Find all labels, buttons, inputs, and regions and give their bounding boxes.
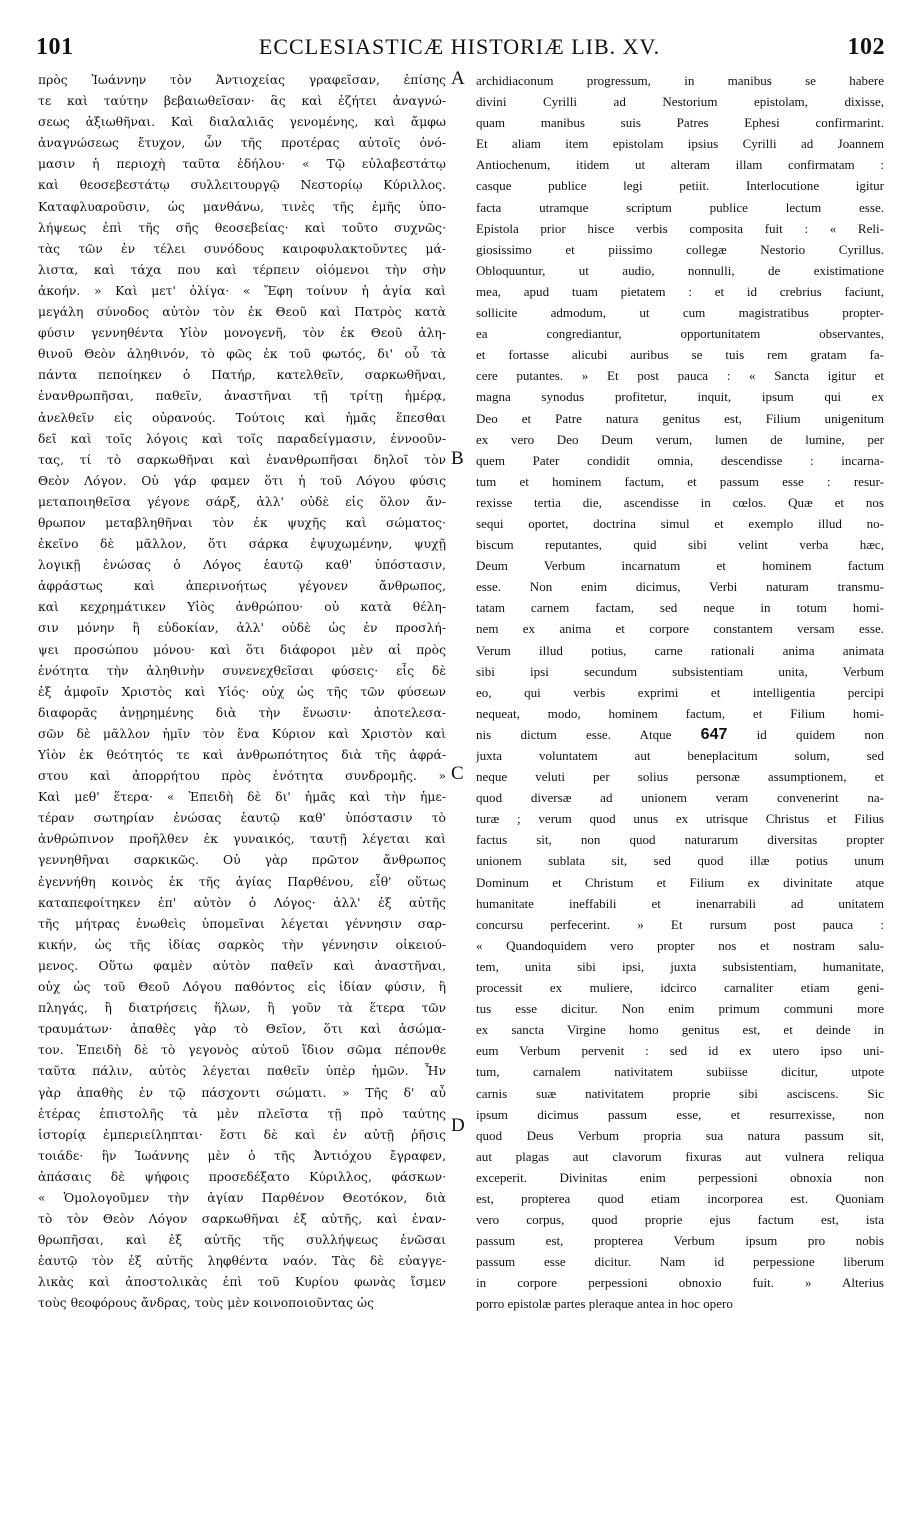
greek-text-line: Θεὸν Λόγον. Οὐ γάρ φαμεν ὅτι ἡ τοῦ Λόγου φύσις	[38, 473, 446, 488]
latin-text-line: Verum illud potius, carne rationali anima animata	[476, 642, 884, 658]
latin-text-line: passum est, propterea Verbum ipsum pro nobis	[476, 1233, 884, 1249]
greek-text-line: σεως ἀξιωθῆναι. Καὶ διαλαλιᾶς γενομένης, καὶ ἄμφω	[38, 115, 446, 130]
latin-text-line: juxta voluntatem aut beneplacitum solum, sed	[476, 748, 884, 763]
greek-text-line: τε καὶ ταύτην βεβαιωθεῖσαν· ἃς καὶ ἐζήτει ἀναγνώ-	[38, 94, 446, 109]
latin-text-line: humanitate ineffabili et inenarrabili ad unitatem	[476, 895, 884, 911]
greek-text-line: ψει προσώπου μόνου· καὶ ὅτι διάφοροι μὲν αἱ πρὸς	[38, 642, 446, 657]
greek-text-line: φύσιν γεννηθέντα Υἱὸν μονογενῆ, τὸν ἐκ Θεοῦ ἀλη-	[38, 326, 446, 341]
greek-text-line: διαφορᾶς ἀνῃρημένης διὰ τὴν ἕνωσιν· ἀποτελεσα-	[38, 705, 446, 720]
greek-text-line: πληγάς, ἢ διατρήσεις ἥλων, ἢ γοῦν τὰ ἕτερα τῶν	[38, 1001, 446, 1016]
latin-text-line: casque publice legi petiit. Interlocutione igitur	[476, 178, 884, 194]
latin-text-line: Epistola prior hisce verbis composita fuit : « Reli-	[476, 220, 884, 236]
greek-text-line: ἀκοήν. » Καὶ μετ' ὀλίγα· « Ἔφη τοίνυν ἡ ἁγία καὶ	[38, 283, 446, 298]
greek-text-line: γὰρ ἀπαθὴς ἐν τῷ πάσχοντι σώματι. » Τῆς δ' αὖ	[38, 1085, 446, 1100]
greek-text-line: θινοῦ Θεὸν ἀληθινόν, τὸ φῶς ἐκ τοῦ φωτός, δι' οὗ τὰ	[38, 347, 446, 362]
latin-text-line: Deum Verbum incarnatum et hominem factum	[476, 558, 884, 574]
latin-text-line: tus esse dicitur. Non enim primum communi more	[476, 1001, 884, 1017]
greek-text-line: μενος. Οὕτω φαμὲν αὐτὸν παθεῖν καὶ ἀναστῆναι,	[38, 958, 446, 973]
greek-text-line: ἑτέρας ἐπιστολῆς τὰ μὲν πλεῖστα τῇ πρὸ ταύτης	[38, 1106, 446, 1121]
latin-text-line: passum esse dicitur. Nam id perpessione liberum	[476, 1254, 884, 1270]
latin-text-line: unionem sublata sit, sed quod illæ potius unum	[476, 853, 884, 869]
latin-text-line: carnis suæ nativitatem proprie sibi asciscens. Sic	[476, 1085, 884, 1101]
margin-marker-d: D	[451, 1115, 465, 1136]
greek-text-line: λιστα, καὶ τάχα που καὶ τέρπειν οἰόμενοι τὴν σὴν	[38, 262, 446, 277]
latin-text-line: est, propterea quod etiam incorporea est. Quoniam	[476, 1190, 884, 1206]
latin-text-line: sollicite admodum, ut cum magistratibus propter-	[476, 305, 884, 321]
latin-text-line: giosissimo et piissimo collegæ Nestorio Cyrillus.	[476, 241, 884, 257]
latin-column	[476, 70, 884, 1315]
greek-text-line: δεῖ καὶ τοῖς λόγοις καὶ τοῖς παραδείγμασιν, ἐννοοῦν-	[38, 431, 446, 446]
latin-text-line: nis dictum esse. Atque 647 id quidem non	[476, 725, 884, 743]
greek-text-line: πάντα πεποίηκεν ὁ Πατήρ, κατελθεῖν, σαρκωθῆναι,	[38, 368, 446, 383]
greek-text-line: Καταφλυαροῦσιν, ὡς μανθάνω, τινὲς τῆς ἐμῆς ὑπο-	[38, 199, 446, 214]
latin-text-line: facta utramque scriptum publice lectum esse.	[476, 199, 884, 215]
latin-text-line: Deo et Patre natura genitus est, Filium unigenitum	[476, 410, 884, 426]
latin-text-line: quod diversæ ad unionem veram convenerint na-	[476, 790, 884, 806]
greek-text-line: πρὸς Ἰωάννην τὸν Ἀντιοχείας γραφεῖσαν, ἐπίσης	[38, 73, 446, 87]
greek-text-line: κικήν, ὡς τῆς ἰδίας σαρκὸς τὴν γέννησιν οἰκειού-	[38, 937, 446, 952]
latin-text-line: vero corpus, quod proprie ejus factum est, ista	[476, 1212, 884, 1228]
latin-text-line: nequeat, modo, hominem factum, et Filium homi-	[476, 705, 884, 721]
latin-text-line: mea, apud tuam pietatem : et id crebrius faciunt,	[476, 283, 884, 299]
latin-text-line: factus sit, non quod naturarum diversitas propter	[476, 832, 884, 848]
greek-text-line: ἐγεννήθη κοινὸς ἐκ τῆς ἁγίας Παρθένου, εἶθ' οὕτως	[38, 874, 446, 889]
latin-text-line: aut plagas aut clavorum fixuras aut vulnera reliqua	[476, 1148, 884, 1164]
greek-text-line: τοὺς θεοφόρους ἄνδρας, τοὺς μὲν κοινοποιοῦντας ὡς	[38, 1296, 374, 1311]
latin-text-line: sibi ipsi secundum subsistentiam unita, Verbum	[476, 663, 884, 679]
greek-text-line: μασιν ἡ περιοχὴ ταῦτα ἐδήλου· « Τῷ εὐλαβεστάτῳ	[38, 157, 446, 172]
latin-text-line: eum Verbum pervenit : sed id ex utero ipso uni-	[476, 1043, 884, 1059]
greek-text-line: τὸ τὸν Θεὸν Λόγον σαρκωθῆναι ἐξ αὐτῆς, καὶ ἐναν-	[38, 1212, 446, 1227]
latin-text-line: Obloquuntur, ut audio, nonnulli, de existimatione	[476, 262, 884, 278]
margin-marker-b: B	[451, 448, 464, 469]
latin-text-line: tatam carnem factam, sed neque in totum homi-	[476, 600, 884, 616]
latin-text-line: « Quandoquidem vero propter nos et nostram salu-	[476, 937, 884, 953]
latin-text-line: cere putantes. » Et post pauca : « Sancta igitur et	[476, 368, 884, 384]
greek-text-line: ἐξ ἀμφοῖν Χριστὸς καὶ Υἱός· οὐχ ὡς τῆς τῶν φύσεων	[38, 684, 446, 699]
latin-text-line: nem ex anima et corpore constantem versam esse.	[476, 621, 884, 637]
greek-text-line: ἑνότητα τὴν ἀληθινὴν συνενεχθεῖσαι φύσεις· εἷς δὲ	[38, 663, 446, 678]
latin-text-line: exceperit. Divinitas enim perpessioni obnoxia non	[476, 1169, 884, 1185]
greek-text-line: τὰς τῶν ἐν τέλει συνόδους καιροφυλακτοῦντες μά-	[38, 241, 446, 256]
greek-text-line: ἱστορίᾳ ἐμπεριείληπται· ἔστι δὲ καὶ ἐν αὐτῇ ῥῆσις	[38, 1127, 446, 1142]
greek-text-line: τραυμάτων· ἀπαθὲς γὰρ τὸ Θεῖον, ὅτι καὶ ἀσώμα-	[38, 1022, 446, 1037]
greek-text-line: τας, τί τὸ σαρκωθῆναι καὶ ἐνανθρωπῆσαι δηλοῖ τὸν	[38, 452, 446, 467]
page-header	[28, 34, 891, 64]
greek-text-line: λογικῇ ἑνώσας ὁ Λόγος ἑαυτῷ καθ' ὑπόστασιν,	[38, 558, 446, 573]
page-number-left: 101	[36, 34, 74, 60]
latin-text-line: tem, unita sibi ipsi, juxta subsistentiam, humanitate,	[476, 958, 884, 974]
greek-text-line: καὶ θεοσεβεστάτῳ συλλειτουργῷ Νεστορίῳ Κύριλλος.	[38, 178, 446, 193]
margin-marker-c: C	[451, 763, 464, 784]
page-number-right: 102	[847, 34, 885, 60]
greek-text-line: ἀνθρώπινον προῆλθεν ἐκ γυναικός, ταυτῇ λέγεται καὶ	[38, 832, 446, 847]
latin-text-line: quam manibus suis Patres Ephesi confirmarint.	[476, 115, 884, 131]
greek-text-line: « Ὁμολογοῦμεν τὴν ἁγίαν Παρθένον Θεοτόκον, διὰ	[38, 1190, 446, 1205]
latin-text-line: ex vero Deo Deum verum, lumen de lumine, per	[476, 431, 884, 447]
latin-text-line: ipsum dicimus passum esse, et resurrexisse, non	[476, 1106, 884, 1122]
greek-text-line: τῆς μήτρας ἑνωθεὶς ὑπομεῖναι λέγεται γέννησιν σαρ-	[38, 916, 446, 931]
latin-text-line: magna synodus profitetur, inquit, ipsum qui ex	[476, 389, 884, 405]
greek-text-line: μεταποιηθεῖσα γέγονε σάρξ, ἀλλ' οὐδὲ εἰς ὅλον ἄν-	[38, 494, 446, 509]
latin-text-line: Antiochenum, itidem ut alteram illam confirmatam :	[476, 157, 884, 173]
latin-text-line: esse. Non enim dicimus, Verbi naturam transmu-	[476, 579, 884, 595]
greek-text-line: Καὶ μεθ' ἕτερα· « Ἐπειδὴ δὲ δι' ἡμᾶς καὶ τὴν ἡμε-	[38, 790, 446, 805]
latin-text-line: tum, carnalem nativitatem subiisse dicitur, utpote	[476, 1064, 884, 1080]
greek-text-line: θρωπῆσαι, καὶ ἐξ αὐτῆς τῆς συλλήψεως ἑνῶσαι	[38, 1233, 446, 1248]
latin-text-line: concursu perfecerint. » Et rursum post pauca :	[476, 916, 884, 932]
latin-text-line: neque veluti per solius personæ assumptionem, et	[476, 769, 884, 785]
running-title: ECCLESIASTICÆ HISTORIÆ LIB. XV.	[258, 34, 661, 59]
latin-text-line: rexisse tertia die, ascendisse in cœlos. Quæ et nos	[476, 494, 884, 510]
greek-text-line: θρωπον μεταβληθῆναι τὸν ἐκ ψυχῆς καὶ σώματος·	[38, 515, 446, 530]
latin-text-line: processit ex muliere, idcirco carnaliter etiam geni-	[476, 980, 884, 996]
greek-text-line: ἀφράστως καὶ ἀπερινοήτως γέγονεν ἄνθρωπος,	[38, 579, 446, 594]
greek-text-line: καὶ κεχρημάτικεν Υἱὸς ἀνθρώπου· οὐ κατὰ θέλη-	[38, 600, 446, 615]
greek-text-line: ταῦτα πάλιν, αὐτὸς λέγεται παθεῖν ὑπὲρ ἡμῶν. Ἦν	[38, 1064, 446, 1079]
greek-text-line: τέραν σωτηρίαν ἑνώσας ἑαυτῷ καθ' ὑπόστασιν τὸ	[38, 811, 446, 826]
latin-text-line: sequi oportet, doctrina simul et exemplo illud no-	[476, 515, 884, 531]
greek-text-line: λικὰς καὶ ἀποστολικὰς ἐπὶ τοῦ Κυρίου φωνὰς ἴσμεν	[38, 1275, 446, 1290]
greek-text-line: στου καὶ ἀπορρήτου πρὸς ἑνότητα συνδρομῆς. »	[38, 769, 446, 784]
greek-text-line: οὐχ ὡς τοῦ Θεοῦ Λόγου παθόντος εἰς ἰδίαν φύσιν, ἢ	[38, 980, 446, 995]
latin-text-line: quem Pater condidit omnia, descendisse : incarna-	[476, 452, 884, 468]
greek-text-line: καταπεφοίτηκεν ἐπ' αὐτὸν ὁ Λόγος· ἀλλ' ἐξ αὐτῆς	[38, 895, 446, 910]
latin-text-line: quod Deus Verbum propria sua natura passum sit,	[476, 1127, 884, 1143]
greek-text-line: μεγάλη σύνοδος αὐτὸν τὸν ἐκ Θεοῦ καὶ Πατρὸς κατὰ	[38, 305, 446, 320]
greek-text-line: ἐνανθρωπῆσαι, παθεῖν, ἀναστῆναι τῇ τρίτῃ ἡμέρᾳ,	[38, 389, 446, 404]
greek-text-line: ἀνελθεῖν εἰς οὐρανούς. Τούτοις καὶ ἡμᾶς ἕπεσθαι	[38, 410, 446, 425]
greek-text-line: σιν μόνην ἢ εὐδοκίαν, ἀλλ' οὐδὲ ὡς ἐν προσλή-	[38, 621, 446, 636]
greek-text-line: λήψεως ἐπὶ τῆς σῆς θεοσεβείας· καὶ τοῦτο συχνῶς·	[38, 220, 446, 235]
latin-text-line: Dominum et Christum et Filium ex divinitate atque	[476, 874, 884, 890]
latin-text-line: eo, qui verbis exprimi et intelligentia percipi	[476, 684, 884, 700]
latin-text-line: Et aliam item epistolam ipsius Cyrilli ad Joannem	[476, 136, 884, 152]
latin-text-line: biscum reputantes, quid sibi velint verba hæc,	[476, 537, 884, 553]
greek-column	[38, 70, 446, 1315]
latin-text-line: divini Cyrilli ad Nestorium epistolam, dixisse,	[476, 94, 884, 110]
greek-text-line: Υἱὸν ἐκ θεότητός τε καὶ ἀνθρωπότητος διὰ τῆς ἀφρά-	[38, 748, 446, 762]
latin-text-line: porro epistolæ partes pleraque antea in hoc opero	[476, 1296, 733, 1312]
latin-text-line: et fortasse alicubi auribus se tuis rem gratam fa-	[476, 347, 884, 363]
latin-text-line: turæ ; verum quod unus ex utrisque Christus et Filius	[476, 811, 884, 827]
greek-text-line: σῶν δὲ μᾶλλον ἡμῖν τὸν ἕνα Κύριον καὶ Χριστὸν καὶ	[38, 726, 446, 741]
latin-text-line: in corpore perpessioni obnoxio fuit. » Alterius	[476, 1275, 884, 1291]
folio-number: 647	[700, 725, 728, 743]
greek-text-line: ἁπάσαις δὲ ψήφοις προσεδέξατο Κύριλλος, φάσκων·	[38, 1169, 446, 1184]
latin-text-line: ea congrediantur, opportunitatem observantes,	[476, 326, 884, 342]
greek-text-line: τοιάδε· ἣν Ἰωάννης μὲν ὁ τῆς Ἀντιόχου ἔγραφεν,	[38, 1148, 446, 1163]
latin-text-line: tum et hominem factum, et passum esse : resur-	[476, 473, 884, 489]
greek-text-line: γεννηθῆναι σαρκικῶς. Οὐ γὰρ πρῶτον ἄνθρωπος	[38, 853, 446, 868]
greek-text-line: ἐκεῖνο δὲ μᾶλλον, ὅτι σάρκα ἐψυχωμένην, ψυχῇ	[38, 537, 446, 552]
greek-text-line: ἀναγνώσεως ἔτυχον, ὧν τῆς προτέρας αὐτοῖς ὀνό-	[38, 136, 446, 151]
latin-text-line: ex sancta Virgine homo genitus est, et deinde in	[476, 1022, 884, 1038]
margin-marker-a: A	[451, 68, 465, 89]
latin-text-line: archidiaconum progressum, in manibus se habere	[476, 73, 884, 88]
greek-text-line: τον. Ἐπειδὴ δὲ τὸ γεγονὸς αὐτοῦ ἴδιον σῶμα πέπονθε	[38, 1043, 446, 1058]
greek-text-line: ἑαυτῷ τὸν ἐξ αὐτῆς ληφθέντα ναόν. Τὰς δὲ εὐαγγε-	[38, 1254, 446, 1269]
